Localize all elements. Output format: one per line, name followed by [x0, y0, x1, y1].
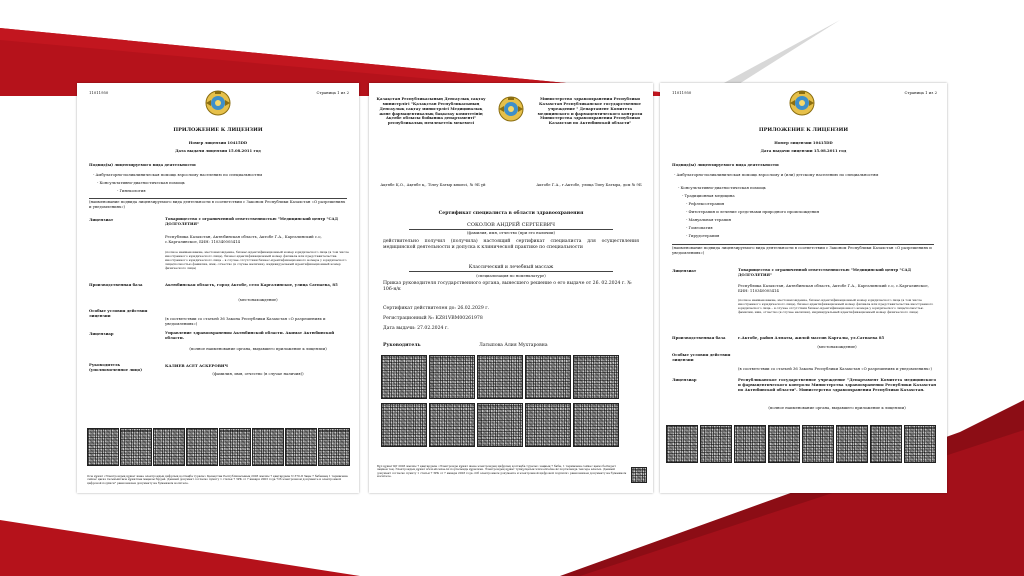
- person-note: (фамилия, имя, отчество (при его наличии): [467, 230, 555, 235]
- subtype-item: - Амбулаторно-поликлиническая помощь взрослому населению по специальностям: [93, 172, 263, 177]
- subtypes-label: Подвид(ы) лицензируемого вида деятельности:: [89, 162, 197, 167]
- specialist-certificate-page: [369, 83, 653, 493]
- licensor-note: (полное наименование органа, выдавшего приложение к лицензии): [768, 405, 906, 410]
- page-number: Страница 1 из 2: [904, 90, 937, 95]
- document-number: 11011950: [672, 90, 692, 95]
- small-qr-code: [631, 467, 647, 483]
- legal-footer: Бұл құжат ҚР 2003 жылғы 7 қаңтардағы «Электронды құжат және электрондық цифрлық қолтаңба туралы» заңның 7 бабы, 1 тармағына сәйкес қағаз бетіндегі заңмен тең. Электрондық құжат www.elicense.kz порталында құрылған. Электрондық құжат түпнұсқасын www.elicense.kz порталында тексере аласыз. Данный документ согласно пункту 1 статьи 7 ЗРК от 7 января 2003 года «Об электронном документе и электронной цифровой подписи» равнозначен документу на бумажном носителе.: [377, 464, 627, 479]
- qr-code: [525, 355, 571, 399]
- head-value: КАЛИЕВ АСЕТ АСКЕРОВИЧ: [165, 363, 228, 368]
- base-value: г.Актобе, район Алматы, жилой массив Каргалы, ул.Сатпаева 85: [738, 335, 885, 340]
- qr-code: [219, 428, 251, 466]
- base-note: (местонахождение): [817, 344, 857, 349]
- licensee-address: Республика Казахстан, Актюбинская область, Актобе Г.А., Каргалинский с.о, с.Каргалинское, БИН: 110340005414: [738, 283, 929, 293]
- license-number: Номер лицензии 10415DD: [188, 140, 248, 145]
- licensor-label: Лицензиар: [89, 331, 114, 336]
- qr-code: [904, 425, 936, 463]
- subtype-item: - Амбулаторно-поликлиническая помощь взрослому и (или) детскому населению по специальностям: [674, 172, 879, 177]
- head-label: Руководитель: [383, 343, 421, 348]
- licensee-name: Товарищество с ограниченной ответственностью "Медицинский центр "САД ДОЛГОЛЕТИЯ": [165, 216, 338, 226]
- qr-code: [768, 425, 800, 463]
- qr-code: [700, 425, 732, 463]
- law-note: (наименование подвида лицензируемого вида деятельности в соответствии с Законом Республики Казахстан «О разрешениях и уведомлениях»): [672, 245, 932, 255]
- license-issue-date: Дата выдачи лицензии 15.08.2011 год: [175, 148, 261, 153]
- subtype-item: - Консультативно-диагностическая помощь: [97, 180, 185, 185]
- license-number: Номер лицензии 10415DD: [774, 140, 833, 145]
- licensee-name: Товарищество с ограниченной ответственностью "Медицинский центр "САД ДОЛГОЛЕТИЯ": [738, 267, 911, 277]
- qr-code: [285, 428, 317, 466]
- qr-code: [802, 425, 834, 463]
- specialty-note: (специализация по номенклатуре): [476, 273, 546, 278]
- kazakh-address: Ақтөбе Қ.О., Ақтөбе қ., Тілеу Батыр көшесі, № 9Б үй: [380, 182, 486, 187]
- qr-code: [429, 355, 475, 399]
- qr-code: [836, 425, 868, 463]
- licensor-value: Республиканское государственное учреждение "Департамент Комитета медицинского и фармацевтического контроля Министерства здравоохранения Республики Казахстан по Актюбинской области". Министерство здравоохранения Республики Казахстан.: [738, 377, 936, 392]
- legal-footer: Осы құжат «Электрондық құжат және электрондық цифрлық қолтаңба туралы» Қазақстан Республикасының 2003 жылғы 7 қаңтардағы N 370-II Заңы 7 бабының 1 тармағына сәйкес қағаз тасығыштағы құжатпен маңызы бірдей. Данный документ согласно пункту 1 статьи 7 ЗРК от 7 января 2003 года "Об электронном документе и электронной цифровой подписи" равнозначен документу на бумажном носителе.: [87, 474, 348, 485]
- base-label: Производственная база: [672, 335, 726, 340]
- licensor-label: Лицензиар: [672, 377, 697, 382]
- licensee-address: Республика Казахстан, Актюбинская область, Актобе Г.А., Каргалинский с.о, с.Каргалинское, БИН: 110340005414: [165, 234, 322, 244]
- license-appendix-page-1: [77, 83, 359, 493]
- certificate-title: Сертификат специалиста в области здравоохранения: [438, 211, 584, 216]
- licensor-value: Управление здравоохранения Актюбинской области. Акимат Актюбинской области.: [165, 330, 335, 340]
- subtype-item: - Традиционная медицина: [682, 193, 735, 198]
- license-issue-date: Дата выдачи лицензии 15.08.2011 год: [760, 148, 847, 153]
- qr-code: [870, 425, 902, 463]
- base-label: Производственная база: [89, 282, 143, 287]
- qr-code: [318, 428, 350, 466]
- qr-code: [734, 425, 766, 463]
- qr-code: [573, 403, 619, 447]
- document-number: 11011950: [89, 90, 109, 95]
- registration-number: Регистрационный №: KZ81VBM00261978: [383, 316, 483, 321]
- subtype-item: - Гирудотерапия: [686, 233, 720, 238]
- qr-code: [525, 403, 571, 447]
- qr-code: [87, 428, 119, 466]
- subtypes-label: Подвид(ы) лицензируемого вида деятельности:: [672, 162, 780, 167]
- qr-code: [186, 428, 218, 466]
- qr-code: [381, 355, 427, 399]
- licensor-note: (полное наименование органа, выдавшего приложение к лицензии): [189, 346, 327, 351]
- licensee-label: Лицензиат: [672, 268, 697, 273]
- qr-code: [153, 428, 185, 466]
- page-number: Страница 1 из 2: [316, 90, 349, 95]
- licensee-note: (полное наименование, местонахождение, бизнес-идентификационный номер юридического лица (в том числе иностранного юридического лица), бизнес-идентификационный номер филиала или представительства иностранного юридического лица – в случае отсутствия бизнес-идентификационного номера у юридического лица/полностью фамилия, имя, отчество (в случае наличия), индивидуальный идентификационный номер физического лица): [738, 298, 934, 314]
- law-note: (наименование подвида лицензируемого вида деятельности в соответствии с Законом Республики Казахстан «О разрешениях и уведомлениях»): [89, 199, 346, 209]
- subtype-item: - Фитотерапия и лечение средствами природного происхождения: [686, 209, 820, 214]
- qr-code: [120, 428, 152, 466]
- license-appendix-page-2: [660, 83, 947, 493]
- appendix-title: ПРИЛОЖЕНИЕ К ЛИЦЕНЗИИ: [758, 127, 849, 133]
- certificate-body: действительно получил (получила) настоящий сертификат специалиста для осуществления медицинской деятельности и допуска к клинической практике по специальности: [383, 239, 639, 250]
- qr-code: [252, 428, 284, 466]
- head-label: Руководитель (уполномоченное лицо): [89, 362, 143, 372]
- qr-code: [381, 403, 427, 447]
- specialty: Классический и лечебный массаж: [409, 265, 613, 272]
- subtype-item: - Гинекология: [117, 188, 146, 193]
- head-note: (фамилия, имя, отчество (в случае наличия)): [212, 371, 304, 376]
- subtype-item: - Рефлексотерапия: [686, 201, 725, 206]
- conditions-note: (в соответствии со статьей 36 Закона Республики Казахстан «О разрешениях и уведомлениях»): [165, 316, 326, 326]
- qr-code: [429, 403, 475, 447]
- person-name: СОКОЛОВ АНДРЕЙ СЕРГЕЕВИЧ: [409, 222, 613, 230]
- russian-header: Министерство здравоохранения Республики Казахстан Республиканское государственное учреждение " Департамент Комитета медицинского и фармацевтического контроля Министерства здравоохранения Республики Казахстан по Актюбинской области": [537, 96, 643, 126]
- conditions-label: Особые условия действия лицензии: [672, 352, 731, 362]
- order-text: Приказ руководителя государственного органа, вынесшего решение о его выдаче от 26. 02.2024 г. № 106-н/к: [383, 281, 632, 292]
- qr-code: [666, 425, 698, 463]
- licensee-label: Лицензиат: [89, 217, 114, 222]
- kazakhstan-emblem-icon: [204, 89, 232, 117]
- russian-address: Актобе Г.А., г.Актобе, улица Тиеу Батыра, дом № 9Б: [536, 182, 642, 187]
- qr-code: [573, 355, 619, 399]
- subtype-item: - Консультативно-диагностическая помощь: [678, 185, 766, 190]
- subtype-item: - Гомеопатия: [686, 225, 713, 230]
- subtype-item: - Мануальная терапия: [686, 217, 732, 222]
- kazakh-header: Қазақстан Республикасының Денсаулық сақтау министрлігі "Қазақстан Республикасының Денсаулық сақтау министрлігі Медициналық және фармацевтикалық бақылау комитетінің Ақтөбе облысы бойынша департаменті" республикалық мемлекеттік мекемесі: [376, 96, 486, 126]
- qr-code: [477, 403, 523, 447]
- conditions-note: (в соответствии со статьей 36 Закона Республики Казахстан «О разрешениях и уведомлениях»): [738, 366, 932, 371]
- qr-code: [477, 355, 523, 399]
- licensee-note: (полное наименование, местонахождение, бизнес-идентификационный номер юридического лица (в том числе иностранного юридического лица), бизнес-идентификационный номер филиала или представительства иностранного юридического лица – в случае отсутствия бизнес-идентификационного номера у юридического лица/полностью фамилия, имя, отчество (в случае наличия), индивидуальный идентификационный номер физического лица): [165, 250, 349, 270]
- base-value: Актюбинская область, город Актобе, село Каргалинское, улица Сатпаева, 85: [165, 282, 338, 287]
- appendix-title: ПРИЛОЖЕНИЕ К ЛИЦЕНЗИИ: [173, 127, 263, 133]
- base-note: (местонахождение): [238, 297, 278, 302]
- certificate-issue-date: Дата выдачи: 27.02.2024 г.: [383, 326, 449, 331]
- head-value: Латыпова Алия Мухтаровна: [479, 343, 548, 348]
- kazakhstan-emblem-icon: [788, 89, 816, 117]
- kazakhstan-emblem-icon: [497, 95, 525, 123]
- valid-until: Сертификат действителен до: 26.02.2029 г.: [383, 306, 490, 311]
- conditions-label: Особые условия действия лицензии: [89, 308, 148, 318]
